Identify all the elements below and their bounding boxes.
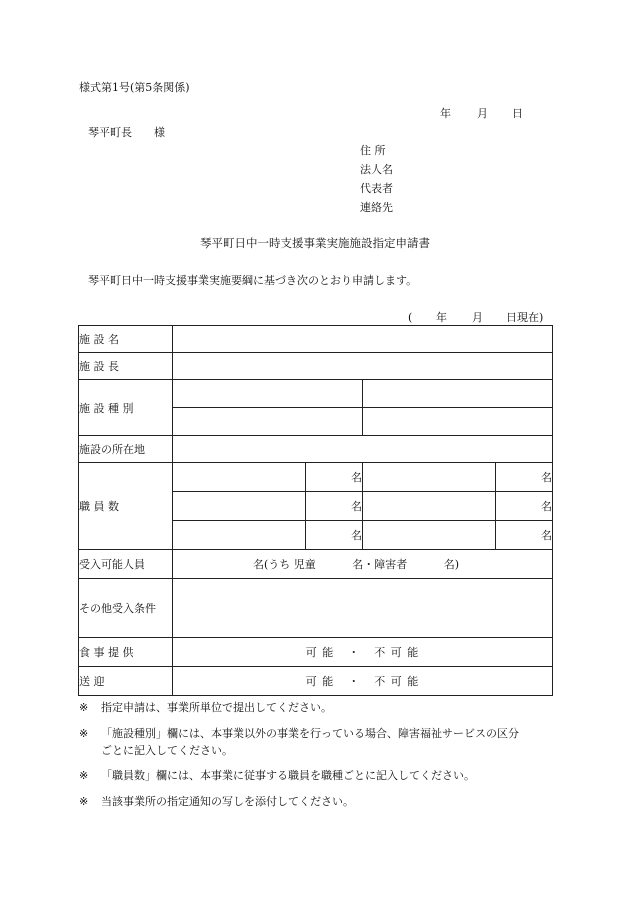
capacity-text: 名(うち 児童 名・障害者 名) <box>253 558 460 571</box>
label-capacity: 受入可能人員 <box>79 550 173 579</box>
meals-impossible[interactable]: 不 可 能 <box>374 646 420 659</box>
row-other-conditions <box>79 579 553 638</box>
application-table <box>78 325 553 696</box>
as-of-open: ( <box>408 311 413 324</box>
applicant-address-label: 住 所 <box>360 144 386 157</box>
input-facility-type-4[interactable] <box>363 408 553 436</box>
applicant-contact-label: 連絡先 <box>360 201 393 214</box>
meals-choice[interactable] <box>173 638 553 667</box>
input-facility-type-1[interactable] <box>173 380 363 408</box>
transport-possible[interactable]: 可 能 <box>305 675 335 688</box>
staff-unit: 名 <box>496 521 553 550</box>
input-staff-job-5[interactable] <box>173 521 306 550</box>
addressee-honorific: 様 <box>154 126 165 139</box>
input-facility-location[interactable] <box>173 436 553 463</box>
transport-impossible[interactable]: 不 可 能 <box>374 675 420 688</box>
staff-unit: 名 <box>306 463 363 492</box>
row-facility-location <box>79 436 553 463</box>
label-facility-name: 施 設 名 <box>79 326 173 353</box>
date-year: 年 <box>440 107 451 120</box>
staff-unit: 名 <box>496 492 553 521</box>
staff-unit: 名 <box>496 463 553 492</box>
date-day: 日 <box>512 107 523 120</box>
label-staff-count: 職 員 数 <box>79 463 173 550</box>
label-facility-location: 施設の所在地 <box>79 436 173 463</box>
note-1: ※ 指定申請は、事業所単位で提出してください。 <box>79 701 332 714</box>
label-meals: 食 事 提 供 <box>79 638 173 667</box>
input-facility-type-2[interactable] <box>363 380 553 408</box>
input-facility-type-3[interactable] <box>173 408 363 436</box>
label-facility-type: 施 設 種 別 <box>79 380 173 436</box>
as-of-day: 日現在) <box>506 311 544 324</box>
input-facility-name[interactable] <box>173 326 553 353</box>
row-facility-type <box>79 380 553 408</box>
applicant-corporation-label: 法人名 <box>360 163 393 176</box>
form-number: 様式第1号(第5条関係) <box>79 81 190 94</box>
transport-separator: ・ <box>348 675 361 688</box>
row-facility-head <box>79 353 553 380</box>
meals-separator: ・ <box>348 646 361 659</box>
note-4: ※ 当該事業所の指定通知の写しを添付してください。 <box>79 795 354 808</box>
input-staff-job-6[interactable] <box>363 521 496 550</box>
row-staff-1 <box>79 463 553 492</box>
as-of-year: 年 <box>436 311 447 324</box>
label-other-conditions: その他受入条件 <box>79 579 173 638</box>
input-staff-job-1[interactable] <box>173 463 306 492</box>
input-facility-head[interactable] <box>173 353 553 380</box>
input-staff-job-3[interactable] <box>173 492 306 521</box>
input-staff-job-4[interactable] <box>363 492 496 521</box>
applicant-representative-label: 代表者 <box>360 182 393 195</box>
note-3: ※ 「職員数」欄には、本事業に従事する職員を職種ごとに記入してください。 <box>79 769 475 782</box>
row-transport <box>79 667 553 696</box>
staff-unit: 名 <box>306 492 363 521</box>
row-facility-name <box>79 326 553 353</box>
label-facility-head: 施 設 長 <box>79 353 173 380</box>
note-2: ※ 「施設種別」欄には、本事業以外の事業を行っている場合、障害福祉サービスの区分 ごとに記入してください。 <box>79 727 519 757</box>
date-month: 月 <box>477 107 488 120</box>
input-staff-job-2[interactable] <box>363 463 496 492</box>
meals-possible[interactable]: 可 能 <box>305 646 335 659</box>
addressee-name: 琴平町長 <box>88 126 132 139</box>
input-other-conditions[interactable] <box>173 579 553 638</box>
addressee <box>88 127 165 138</box>
staff-unit: 名 <box>306 521 363 550</box>
row-meals <box>79 638 553 667</box>
document-title: 琴平町日中一時支援事業実施施設指定申請書 <box>200 236 430 250</box>
row-capacity <box>79 550 553 579</box>
intro-text: 琴平町日中一時支援事業実施要綱に基づき次のとおり申請します。 <box>88 274 418 287</box>
label-transport: 送 迎 <box>79 667 173 696</box>
applicant-block <box>360 145 393 221</box>
input-capacity[interactable] <box>173 550 553 579</box>
transport-choice[interactable] <box>173 667 553 696</box>
as-of-month: 月 <box>472 311 483 324</box>
